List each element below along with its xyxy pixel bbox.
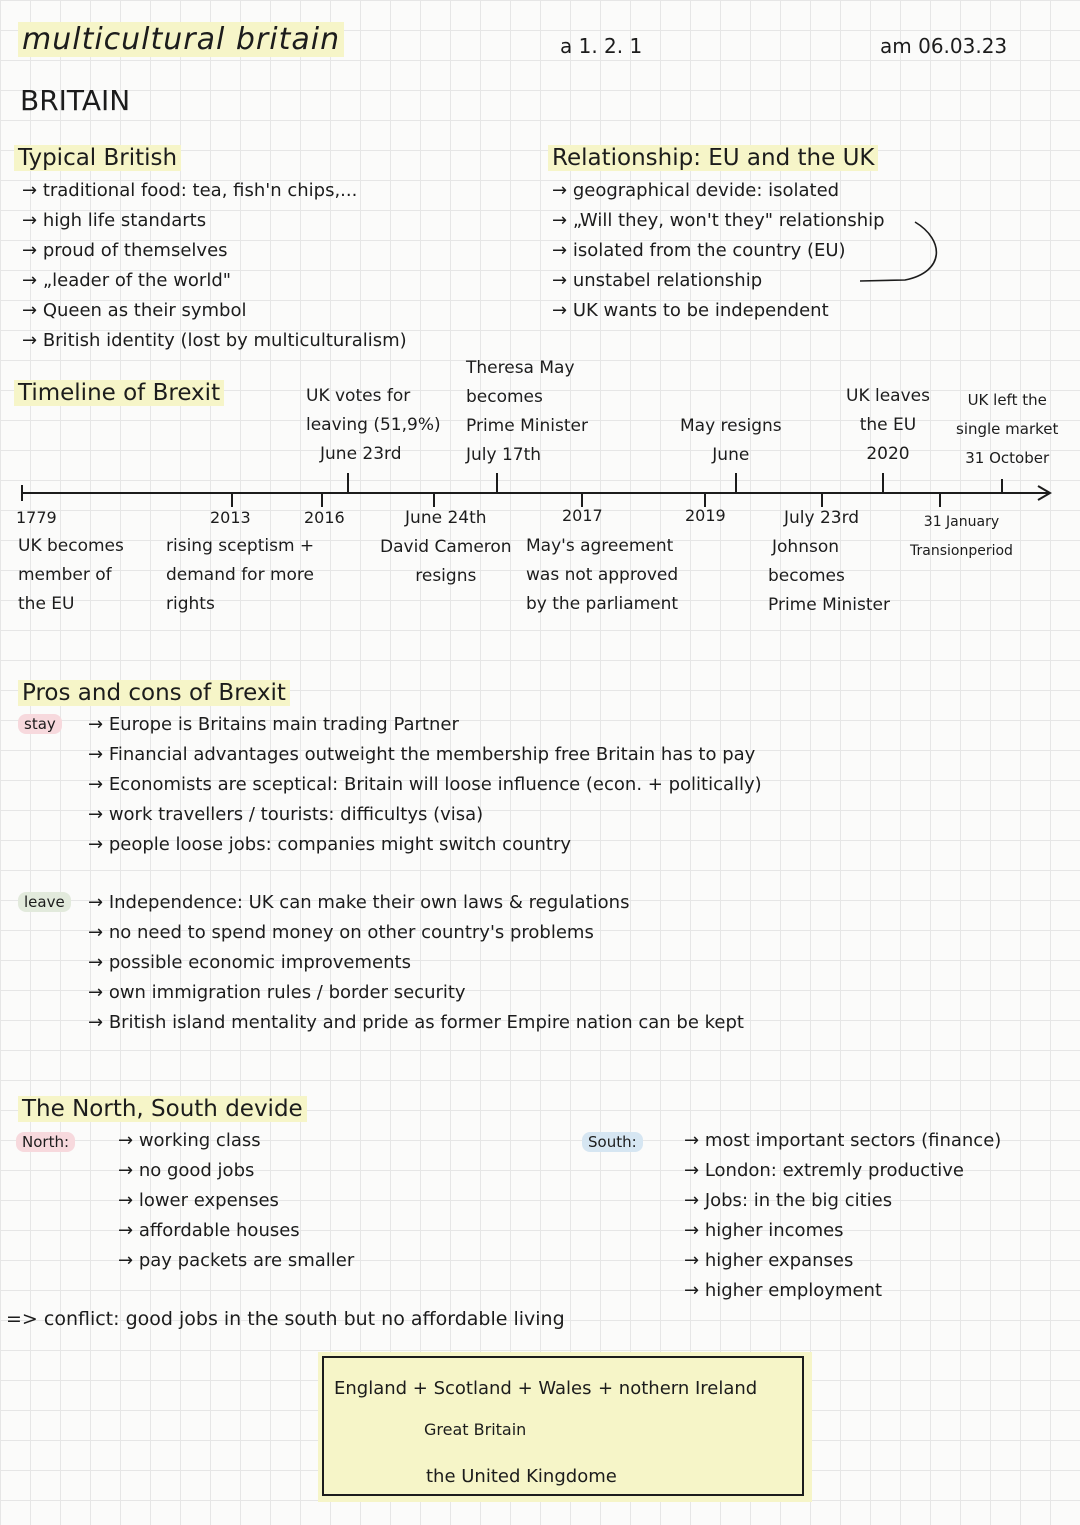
list-item: → working class xyxy=(118,1126,354,1156)
south-tag: South: xyxy=(582,1132,643,1152)
list-item: → isolated from the country (EU) xyxy=(552,236,885,266)
list-item: → Financial advantages outweight the membership free Britain has to pay xyxy=(88,740,762,770)
north-tag: North: xyxy=(16,1132,75,1152)
uk-box-countries: England + Scotland + Wales xyxy=(334,1378,592,1399)
timeline-year: 1779 xyxy=(16,508,57,527)
divide-heading: The North, South devide xyxy=(18,1096,307,1122)
list-item: → Europe is Britains main trading Partner xyxy=(88,710,762,740)
relationship-heading: Relationship: EU and the UK xyxy=(548,145,878,171)
list-item: → affordable houses xyxy=(118,1216,354,1246)
timeline-event-uk-leaves: UK leaves the EU 2020 xyxy=(846,386,930,464)
timeline-year: 2013 xyxy=(210,508,251,527)
timeline-event-member: UK becomes member of the EU xyxy=(18,536,124,614)
timeline-event-may: Theresa May becomes Prime Minister July 17th xyxy=(466,358,588,465)
list-item: → Queen as their symbol xyxy=(22,296,407,326)
conflict-conclusion: => conflict: good jobs in the south but no affordable living xyxy=(6,1308,565,1330)
leave-list xyxy=(88,888,744,1038)
timeline-event-sceptism: rising sceptism + demand for more rights xyxy=(166,536,315,614)
timeline-event-cameron: June 24th David Cameron resigns xyxy=(380,508,512,586)
timeline-event-transition: 31 January Transionperiod xyxy=(910,514,1013,559)
list-item: → work travellers / tourists: difficultys (visa) xyxy=(88,800,762,830)
list-item: → higher expanses xyxy=(684,1246,1001,1276)
list-item: → Independence: UK can make their own laws & regulations xyxy=(88,888,744,918)
list-item: → Economists are sceptical: Britain will loose influence (econ. + politically) xyxy=(88,770,762,800)
list-item: → own immigration rules / border security xyxy=(88,978,744,1008)
list-item: → possible economic improvements xyxy=(88,948,744,978)
timeline-event-may-resigns: May resigns June xyxy=(680,416,782,465)
list-item: → unstabel relationship xyxy=(552,266,885,296)
page-title: multicultural britain xyxy=(18,22,344,57)
list-item: → British identity (lost by multiculturalism) xyxy=(22,326,407,356)
list-item: → „leader of the world" xyxy=(22,266,407,296)
list-item: → no good jobs xyxy=(118,1156,354,1186)
list-item: → UK wants to be independent xyxy=(552,296,885,326)
timeline-event-single-market: UK left the single market 31 October xyxy=(956,391,1059,467)
timeline-year: 2016 xyxy=(304,508,345,527)
uk-box-united-kingdom: the United Kingdome xyxy=(426,1466,617,1487)
section-subtitle: BRITAIN xyxy=(20,84,131,117)
list-item: → pay packets are smaller xyxy=(118,1246,354,1276)
timeline-event-johnson: July 23rd Johnson becomes Prime Minister xyxy=(768,508,890,615)
list-item: → British island mentality and pride as former Empire nation can be kept xyxy=(88,1008,744,1038)
north-list xyxy=(118,1126,354,1276)
list-item: → no need to spend money on other country's problems xyxy=(88,918,744,948)
timeline-event-vote: UK votes for leaving (51,9%) June 23rd xyxy=(306,386,441,464)
timeline-heading: Timeline of Brexit xyxy=(14,380,224,406)
relationship-bracket xyxy=(860,222,936,281)
list-item: → higher employment xyxy=(684,1276,1001,1306)
list-item: → higher incomes xyxy=(684,1216,1001,1246)
list-item: → proud of themselves xyxy=(22,236,407,266)
list-item: → geographical devide: isolated xyxy=(552,176,885,206)
pros-cons-heading: Pros and cons of Brexit xyxy=(18,680,290,706)
timeline-event-agreement: May's agreement was not approved by the parliament xyxy=(526,536,679,614)
uk-box-ireland: + nothern Ireland xyxy=(598,1378,758,1399)
page-date: am 06.03.23 xyxy=(880,34,1008,58)
uk-box-great-britain: Great Britain xyxy=(424,1420,527,1439)
timeline-year: 2017 xyxy=(562,506,603,525)
list-item: → Jobs: in the big cities xyxy=(684,1186,1001,1216)
south-list xyxy=(684,1126,1001,1306)
list-item: → „Will they, won't they" relationship xyxy=(552,206,885,236)
stay-tag: stay xyxy=(18,714,62,734)
list-item: → lower expenses xyxy=(118,1186,354,1216)
list-item: → most important sectors (finance) xyxy=(684,1126,1001,1156)
page-code: a 1. 2. 1 xyxy=(560,34,643,58)
stay-list xyxy=(88,710,762,860)
list-item: → people loose jobs: companies might switch country xyxy=(88,830,762,860)
typical-heading: Typical British xyxy=(14,145,181,171)
list-item: → London: extremly productive xyxy=(684,1156,1001,1186)
leave-tag: leave xyxy=(18,892,71,912)
list-item: → high life standarts xyxy=(22,206,407,236)
timeline-year: 2019 xyxy=(685,506,726,525)
list-item: → traditional food: tea, fish'n chips,... xyxy=(22,176,407,206)
